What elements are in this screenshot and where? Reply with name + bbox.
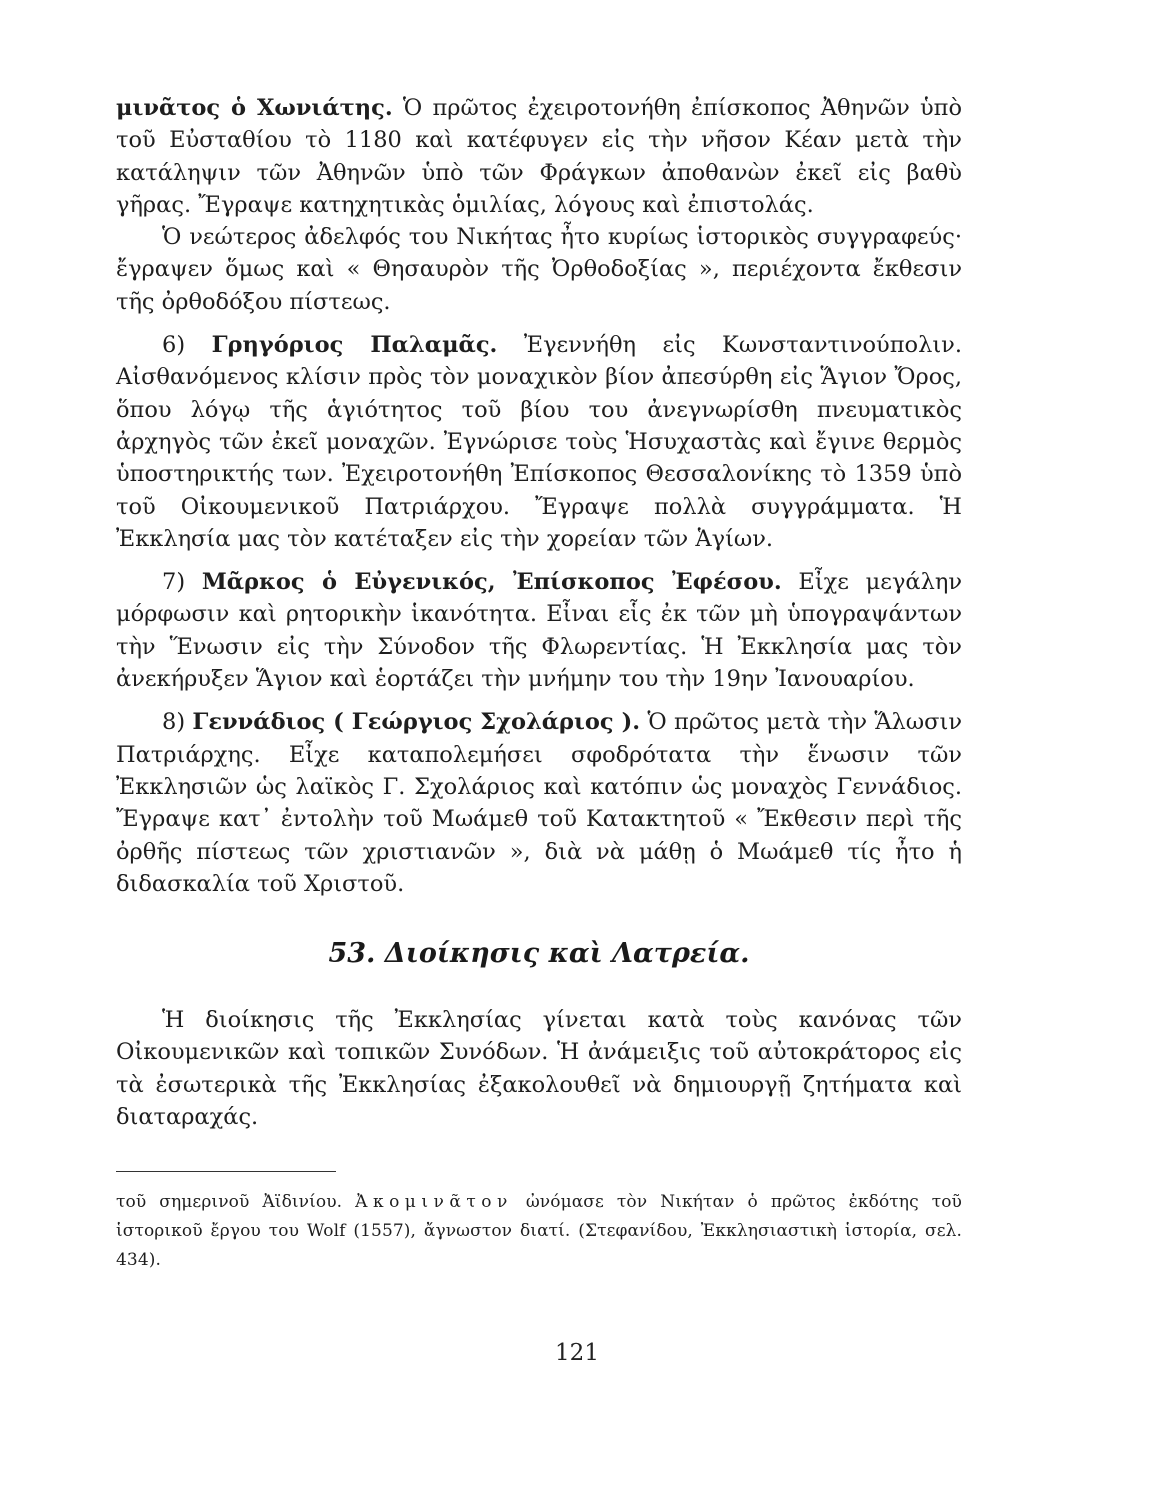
item-title: Μᾶρκος ὁ Εὐγενικός, Ἐπίσκοπος Ἐφέσου. (201, 569, 782, 596)
paragraph-text: Ἐγεννήθη εἰς Κωνσταντινούπολιν. Αἰσθανόμενος κλίσιν πρὸς τὸν μοναχικὸν βίον ἀπεσύρθη εἰς Ἅγιον Ὄρος, ὅπου λόγῳ τῆς ἁγιότητος τοῦ βίου του ἀνεγνωρίσθη πνευματικὸς ἀρχηγὸς τῶν ἐκεῖ μοναχῶν. Ἐγνώρισε τοὺς Ἡσυχαστὰς καὶ ἔγινε θερμὸς ὑποστηρικτής των. Ἐχειροτονήθη Ἐπίσκοπος Θεσσαλονίκης τὸ 1359 ὑπὸ τοῦ Οἰκουμενικοῦ Πατριάρχου. Ἔγραψε πολλὰ συγγράμματα. Ἡ Ἐκκλησία μας τὸν κατέταξεν εἰς τὴν χορείαν τῶν Ἁγίων. (116, 332, 962, 552)
bold-lead: μινᾶτος ὁ Χωνιάτης. (116, 95, 393, 121)
paragraph-choniates (116, 92, 962, 318)
page-number: 121 (555, 1340, 599, 1366)
paragraph-eugenikos (116, 566, 962, 695)
paragraph-text: Ὁ πρῶτος μετὰ τὴν Ἅλωσιν Πατριάρχης. Εἶχε καταπολεμήσει σφοδρότατα τὴν ἕνωσιν τῶν Ἐκκλησιῶν ὡς λαϊκὸς Γ. Σχολάριος καὶ κατόπιν ὡς μοναχὸς Γεννάδιος. Ἔγραψε κατ᾽ ἐντολὴν τοῦ Μωάμεθ τοῦ Κατακτητοῦ « Ἔκθεσιν περὶ τῆς ὀρθῆς πίστεως τῶν χριστιανῶν », διὰ νὰ μάθῃ ὁ Μωάμεθ τίς ἦτο ἡ διδασκαλία τοῦ Χριστοῦ. (116, 709, 962, 897)
footnote-divider (116, 1171, 336, 1172)
page-content (116, 92, 962, 1275)
paragraph-palamas (116, 329, 962, 555)
paragraph-gennadios (116, 706, 962, 900)
paragraph-text: Ὁ πρῶτος ἐχειροτονήθη ἐπίσκοπος Ἀθηνῶν ὑπὸ τοῦ Εὐσταθίου τὸ 1180 καὶ κατέφυγεν εἰς τὴν νῆσον Κέαν μετὰ τὴν κατάληψιν τῶν Ἀθηνῶν ὑπὸ τῶν Φράγκων ἀποθανὼν ἐκεῖ εἰς βαθὺ γῆρας. Ἔγραψε κατηχητικὰς ὁμιλίας, λόγους καὶ ἐπιστολάς. (116, 95, 963, 218)
item-number: 6) (162, 332, 186, 359)
footnote (116, 1188, 962, 1275)
paragraph-text: Ἡ διοίκησις τῆς Ἐκκλησίας γίνεται κατὰ τοὺς κανόνας τῶν Οἰκουμενικῶν καὶ τοπικῶν Συνόδων. Ἡ ἀνάμειξις τοῦ αὐτοκράτορος εἰς τὰ ἐσωτερικὰ τῆς Ἐκκλησίας ἐξακολουθεῖ νὰ δημιουργῇ ζητήματα καὶ διαταραχάς. (116, 1007, 962, 1131)
item-number: 8) (162, 709, 186, 736)
section-heading: 53. Διοίκησις καὶ Λατρεία. (328, 938, 750, 970)
item-number: 7) (162, 569, 186, 596)
item-title: Γεννάδιος ( Γεώργιος Σχολάριος ). (192, 709, 641, 736)
paragraph-choniates-first (116, 92, 962, 221)
footnote-text: ὠνόμασε τὸν Νικήταν ὁ πρῶτος ἐκδότης τοῦ ἱστορικοῦ ἔργου του Wolf (1557), ἄγνωστον διατί. (Στεφανίδου, Ἐκκλησιαστικὴ ἱστορία, σελ. 434). (116, 1192, 962, 1271)
paragraph-niketas: Ὁ νεώτερος ἀδελφός του Νικήτας ἦτο κυρίως ἱστορικὸς συγγραφεύς· ἔγραψεν ὅμως καὶ « Θησαυρὸν τῆς Ὀρθοδοξίας », περιέχοντα ἔκθεσιν τῆς ὀρθοδόξου πίστεως. (116, 224, 962, 315)
item-title: Γρηγόριος Παλαμᾶς. (211, 332, 498, 359)
paragraph-text: Εἶχε μεγάλην μόρφωσιν καὶ ρητορικὴν ἱκανότητα. Εἶναι εἷς ἐκ τῶν μὴ ὑπογραψάντων τὴν Ἕνωσιν εἰς τὴν Σύνοδον τῆς Φλωρεντίας. Ἡ Ἐκκλησία μας τὸν ἀνεκήρυξεν Ἅγιον καὶ ἑορτάζει τὴν μνήμην του τὴν 19ην Ἰανουαρίου. (116, 569, 962, 693)
paragraph-administration (116, 1004, 962, 1133)
footnote-lead: τοῦ σημερινοῦ Ἀϊδινίου. (116, 1192, 356, 1213)
footnote-spaced-word: Ἀκομινᾶτον (355, 1192, 513, 1213)
